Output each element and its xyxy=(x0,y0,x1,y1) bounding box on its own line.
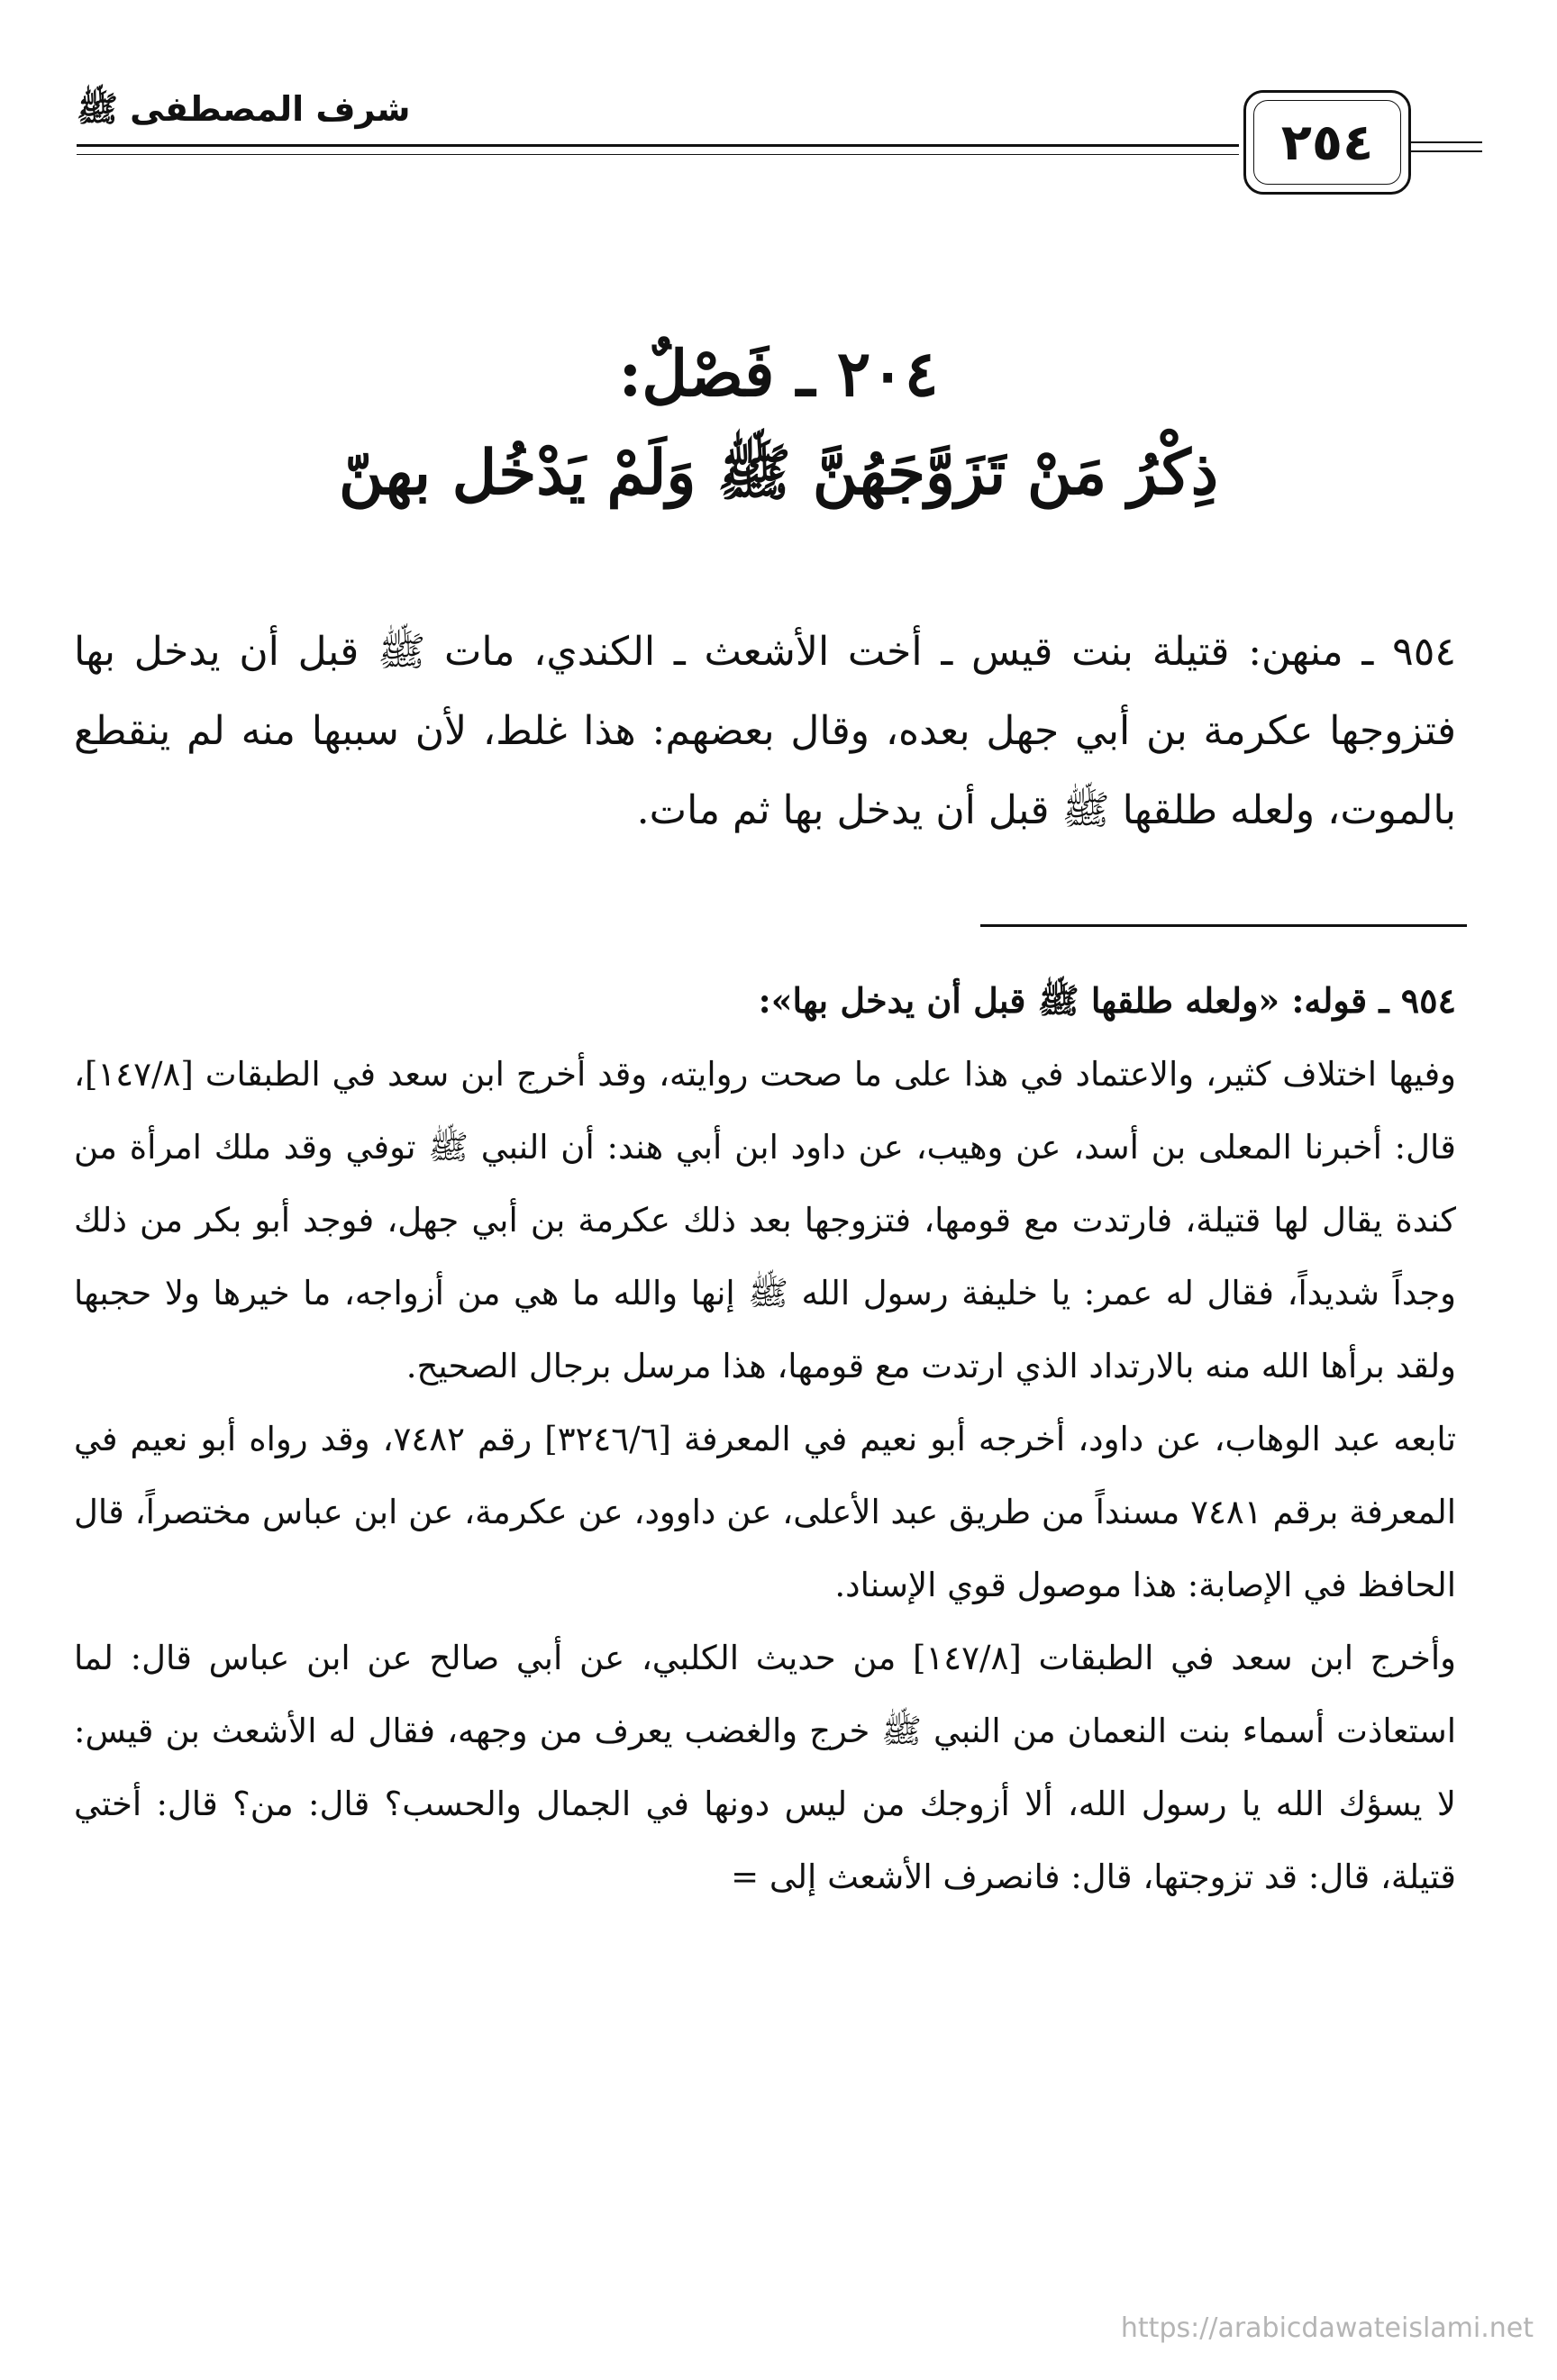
footnote-paragraph: تابعه عبد الوهاب، عن داود، أخرجه أبو نعيم في المعرفة [٣٢٤٦/٦] رقم ٧٤٨٢، وقد رواه أبو نعيم في المعرفة برقم ٧٤٨١ مسنداً من طريق عبد الأعلى، عن داوود، عن عكرمة، عن ابن عباس مختصراً، قال الحافظ في الإصابة: هذا موصول قوي الإسناد. xyxy=(74,1420,1457,1604)
footnote-body xyxy=(74,1038,1456,1913)
running-title: شرف المصطفى ﷺ xyxy=(77,89,411,129)
section-subheading: ذِكْرُ مَنْ تَزَوَّجَهُنَّ ﷺ وَلَمْ يَدْخُل بهنّ xyxy=(339,437,1218,509)
main-text xyxy=(74,613,1456,850)
footnote-separator xyxy=(980,924,1467,927)
page-number-frame xyxy=(1243,90,1411,195)
header-rule xyxy=(77,144,1239,147)
footnote-paragraph: وأخرج ابن سعد في الطبقات [١٤٧/٨] من حديث الكلبي، عن أبي صالح عن ابن عباس قال: لما استعاذت أسماء بنت النعمان من النبي ﷺ خرج والغضب يعرف من وجهه، فقال له الأشعث بن قيس: لا يسؤك الله يا رسول الله، ألا أزوجك من ليس دونها في الجمال والحسب؟ قال: من؟ قال: أختي قتيلة، قال: قد تزوجتها، قال: فانصرف الأشعث إلى = xyxy=(74,1639,1456,1896)
footnote-title: ٩٥٤ ـ قوله: «ولعله طلقها ﷺ قبل أن يدخل بها»: xyxy=(758,980,1456,1021)
header-rule-thin xyxy=(77,154,1239,155)
footnote-paragraph: وفيها اختلاف كثير، والاعتماد في هذا على ما صحت روايته، وقد أخرج ابن سعد في الطبقات [١٤٧/٨]، قال: أخبرنا المعلى بن أسد، عن وهيب، عن داود ابن أبي هند: أن النبي ﷺ توفي وقد ملك امرأة من كندة يقال لها قتيلة، فارتدت مع قومها، فتزوجها بعد ذلك عكرمة بن أبي جهل، فوجد أبو بكر من ذلك وجداً شديداً، فقال له عمر: يا خليفة رسول الله ﷺ إنها والله ما هي من أزواجه، ما خيرها ولا حجبها ولقد برأها الله منه بالارتداد الذي ارتدت مع قومها، هذا مرسل برجال الصحيح. xyxy=(74,1055,1456,1385)
section-heading: ٢٠٤ ـ فَصْلٌ: xyxy=(618,336,939,411)
page-number: ٢٥٤ xyxy=(1280,113,1374,172)
watermark-url: https://arabicdawateislami.net xyxy=(1120,2312,1534,2344)
header-rule-right xyxy=(1410,141,1482,159)
main-paragraph: ٩٥٤ ـ منهن: قتيلة بنت قيس ـ أخت الأشعث ـ الكندي، مات ﷺ قبل أن يدخل بها فتزوجها عكرمة بن أبي جهل بعده، وقال بعضهم: هذا غلط، لأن سببها منه لم ينقطع بالموت، ولعله طلقها ﷺ قبل أن يدخل بها ثم مات. xyxy=(74,629,1456,833)
